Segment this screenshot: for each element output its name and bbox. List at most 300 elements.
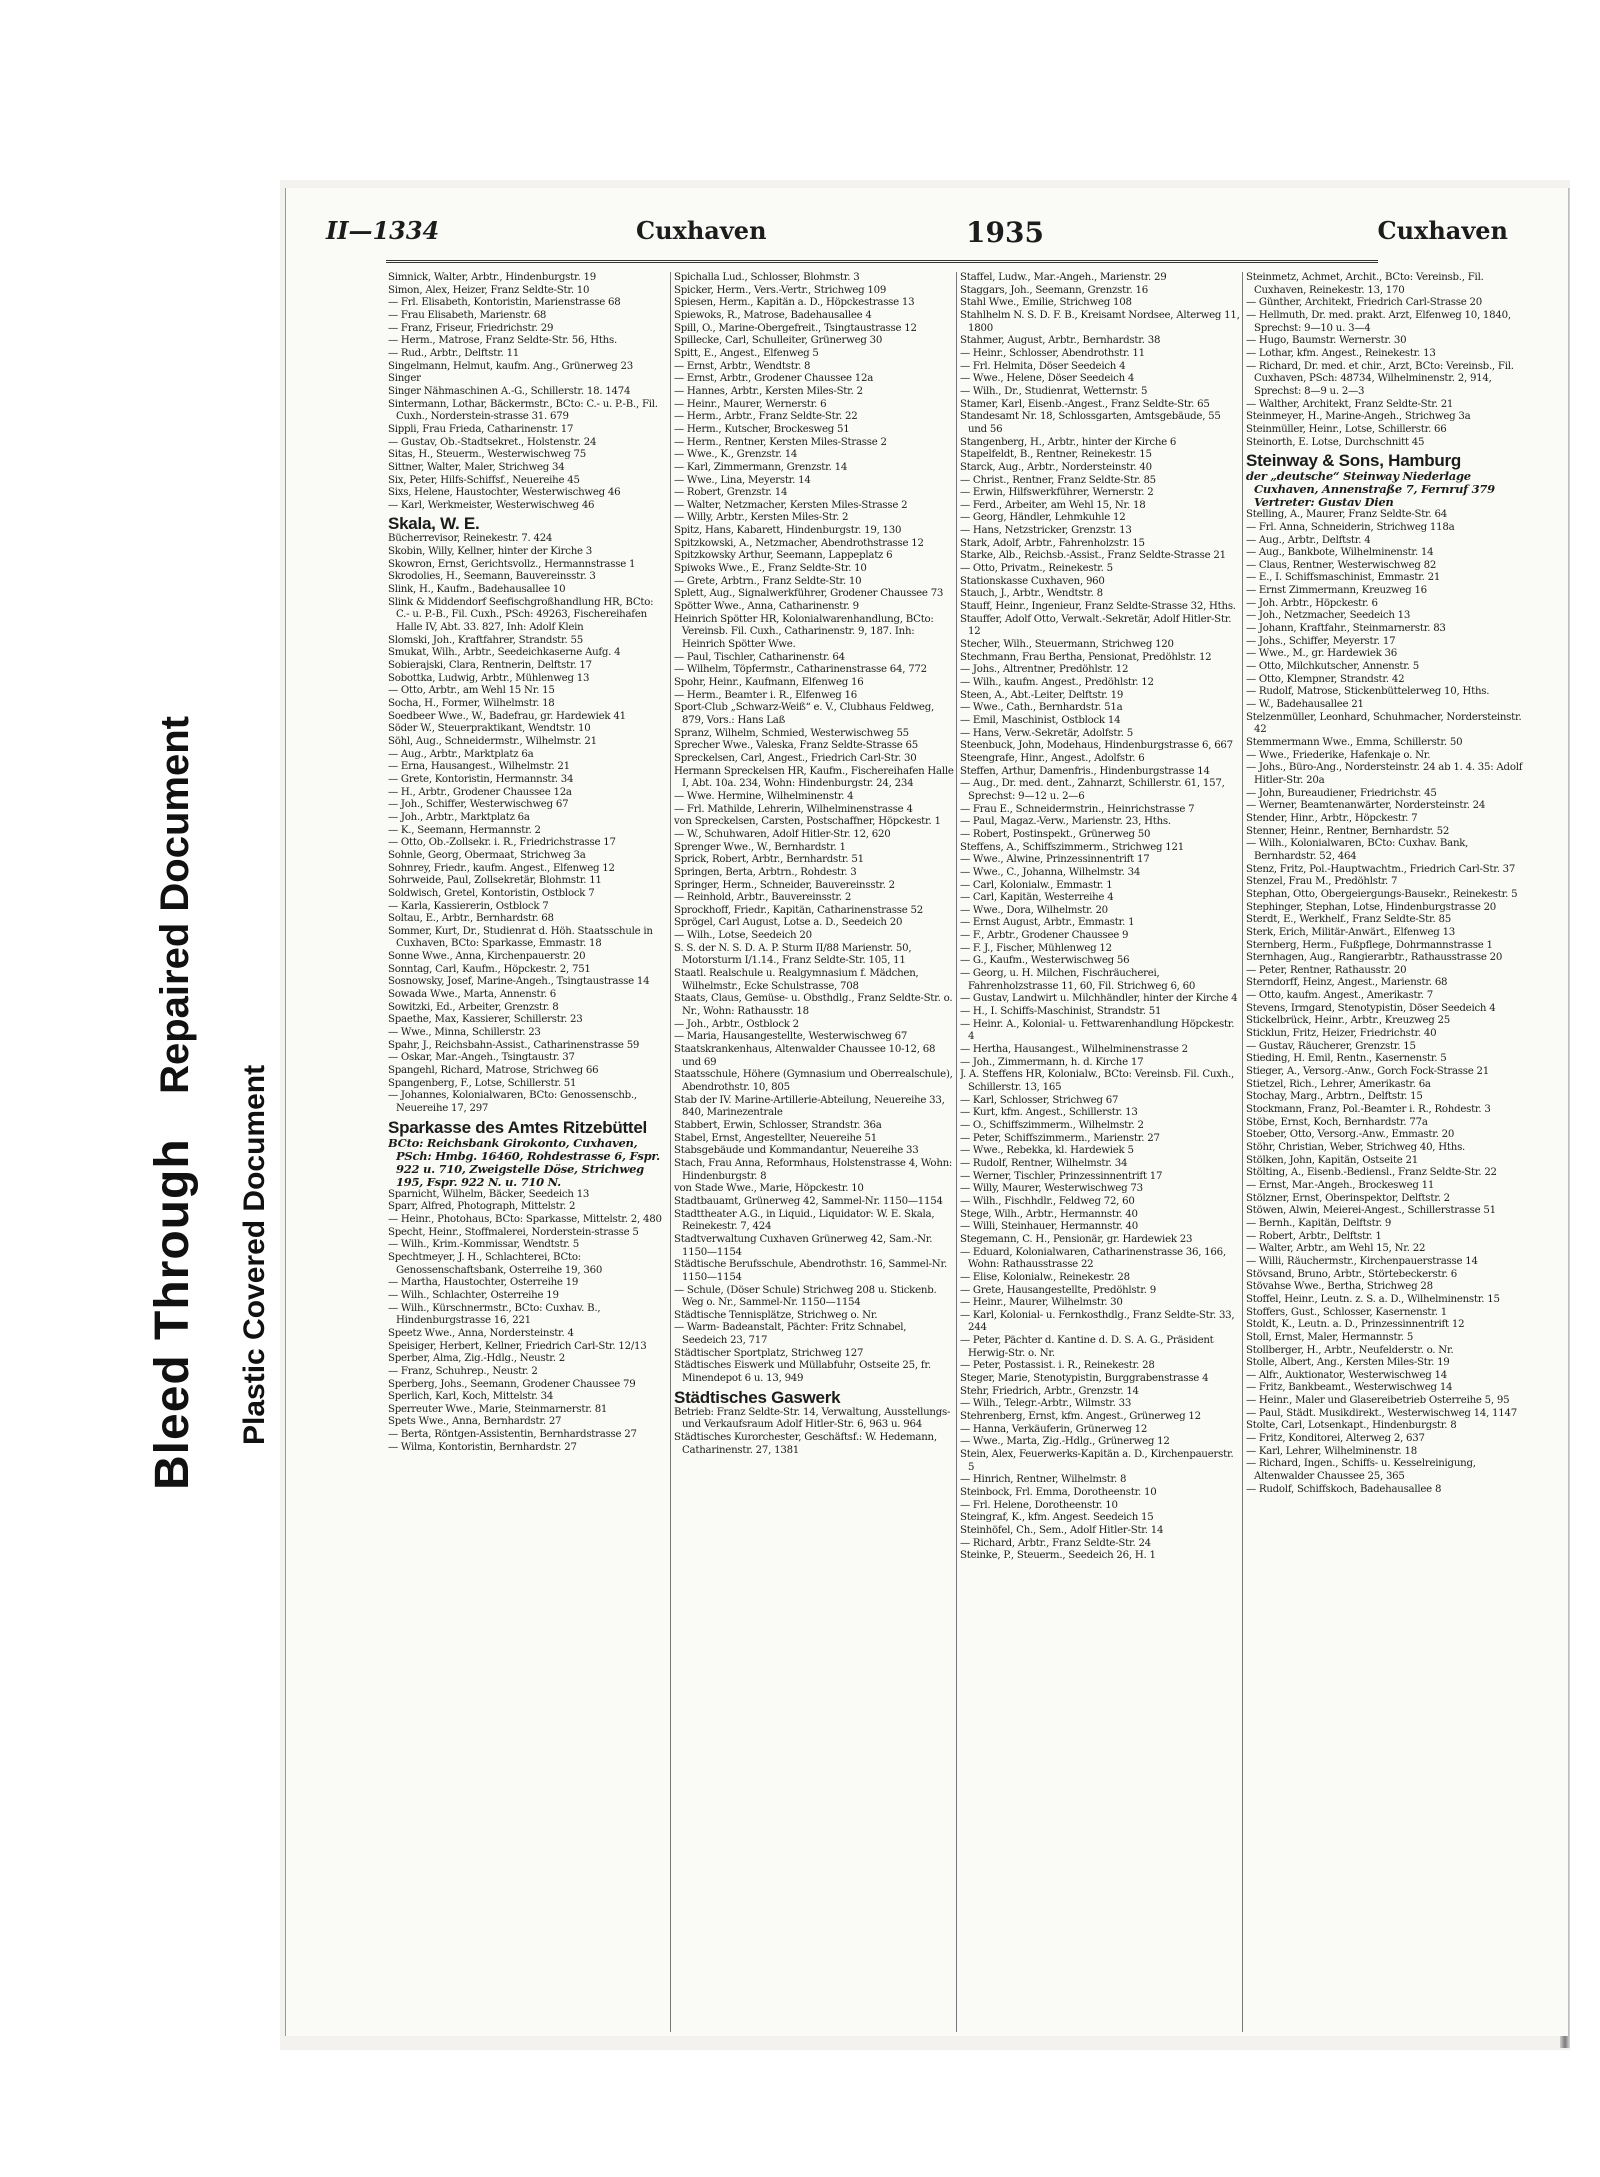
directory-entry: — Hertha, Hausangest., Wilhelminenstrasse 2 (960, 1044, 1188, 1056)
directory-entry: Stehr, Friedrich, Arbtr., Grenzstr. 14 (960, 1385, 1139, 1397)
directory-entry: Staatsschule, Höhere (Gymnasium und Oberrealschule), Abendrothstr. 10, 805 (674, 1069, 953, 1093)
directory-entry: — Hanna, Verkäuferin, Grünerweg 12 (960, 1423, 1148, 1435)
directory-entry: — Willy, Maurer, Westerwischweg 73 (960, 1183, 1143, 1195)
directory-entry: Steenbuck, John, Modehaus, Hindenburgstrasse 6, 667 (960, 740, 1233, 752)
directory-entry: Skowron, Ernst, Gerichtsvollz., Hermannstrasse 1 (388, 558, 636, 570)
directory-entry: Staats, Claus, Gemüse- u. Obsthdlg., Franz Seldte-Str. o. Nr., Wohn: Rathausstr. 18 (674, 993, 953, 1018)
directory-entry: Betrieb: Franz Seldte-Str. 14, Verwaltung, Ausstellungs- und Verkaufsraum Adolf Hitler-Str. 6, 963 u. 964 (674, 1406, 951, 1431)
directory-entry: Hermann Spreckelsen HR, Kaufm., Fischereihafen Halle I, Abt. 10a. 234, Wohn: Hindenburgstr. 24, 234 (674, 765, 954, 790)
directory-entry: Spitt, E., Angest., Elfenweg 5 (674, 347, 819, 359)
directory-entry: Sobierajski, Clara, Rentnerin, Delftstr. 17 (388, 660, 592, 672)
directory-entry: Stolle, Albert, Ang., Kersten Miles-Str. 19 (1246, 1357, 1450, 1369)
directory-entry: — Berta, Röntgen-Assistentin, Bernhardstrasse 27 (388, 1429, 637, 1441)
directory-entry: — Frau E., Schneidermstrin., Heinrichstrasse 7 (960, 803, 1195, 815)
directory-entry: Starke, Alb., Reichsb.-Assist., Franz Seldte-Strasse 21 (960, 550, 1226, 562)
header-city-right: Cuxhaven (1377, 216, 1508, 245)
directory-column-3 (960, 272, 1240, 2032)
directory-entry: Stockmann, Franz, Pol.-Beamter i. R., Rohdestr. 3 (1246, 1104, 1491, 1116)
directory-entry: — Franz, Friseur, Friedrichstr. 29 (388, 322, 554, 334)
directory-entry: Stegemann, C. H., Pensionär, gr. Hardewiek 23 (960, 1233, 1193, 1245)
directory-entry: — Rud., Arbtr., Delftstr. 11 (388, 347, 520, 359)
directory-entry: — Wwe., Cath., Bernhardstr. 51a (960, 702, 1123, 714)
directory-entry: — Martha, Haustochter, Osterreihe 19 (388, 1277, 579, 1289)
bleed-through-label: Bleed Through (146, 1138, 199, 1490)
directory-entry: Specht, Heinr., Stoffmalerei, Norderstein-strasse 5 (388, 1226, 639, 1238)
directory-entry: — Grete, Kontoristin, Hermannstr. 34 (388, 773, 574, 785)
directory-entry: Steinhöfel, Ch., Sem., Adolf Hitler-Str. 14 (960, 1524, 1164, 1536)
directory-entry: Stölzner, Ernst, Oberinspektor, Delftstr. 2 (1246, 1192, 1450, 1204)
directory-entry: Spiewoks, R., Matrose, Badehausallee 4 (674, 309, 872, 321)
directory-entry: Speisiger, Herbert, Kellner, Friedrich Carl-Str. 12/13 (388, 1340, 647, 1352)
directory-entry: Stephinger, Stephan, Lotse, Hindenburgstrasse 20 (1246, 901, 1497, 913)
directory-entry: Steffens, A., Schiffszimmerm., Strichweg 121 (960, 841, 1184, 853)
directory-entry: Springen, Berta, Arbtrn., Rohdestr. 3 (674, 866, 857, 878)
directory-entry: — Günther, Architekt, Friedrich Carl-Strasse 20 (1246, 297, 1482, 309)
directory-entry: — Willi, Räuchermstr., Kirchenpauerstrasse 14 (1246, 1255, 1478, 1267)
directory-entry: — Walter, Arbtr., am Wehl 15, Nr. 22 (1246, 1243, 1426, 1255)
directory-entry: Stöwen, Alwin, Meierei-Angest., Schillerstrasse 51 (1246, 1205, 1496, 1217)
directory-entry: Spangenberg, F., Lotse, Schillerstr. 51 (388, 1077, 577, 1089)
directory-entry: — Herm., Kutscher, Brockesweg 51 (674, 423, 850, 435)
directory-entry: — Otto, kaufm. Angest., Amerikastr. 7 (1246, 990, 1433, 1002)
directory-entry: Sport-Club „Schwarz-Weiß“ e. V., Clubhaus Feldweg, 879, Vors.: Hans Laß (674, 702, 934, 726)
directory-entry: Stahmer, August, Arbtr., Bernhardstr. 38 (960, 335, 1161, 347)
directory-entry: — Wilhelm, Töpfermstr., Catharinenstrasse 64, 772 (674, 664, 927, 676)
directory-entry: Stadttheater A.G., in Liquid., Liquidator: W. E. Skala, Reinekestr. 7, 424 (674, 1208, 935, 1233)
directory-entry: — Walter, Netzmacher, Kersten Miles-Strasse 2 (674, 499, 908, 511)
directory-entry: — Joh., Zimmermann, h. d. Kirche 17 (960, 1056, 1144, 1068)
directory-entry: — Wwe., Rebekka, kl. Hardewiek 5 (960, 1145, 1134, 1157)
directory-entry: — Ernst, Arbtr., Wendtstr. 8 (674, 360, 811, 372)
directory-entry: Steinmetz, Achmet, Archit., BCto: Vereinsb., Fil. Cuxhaven, Reinekestr. 13, 170 (1246, 272, 1484, 296)
directory-entry: — Richard, Ingen., Schiffs- u. Kesselreinigung, Altenwalder Chaussee 25, 365 (1246, 1458, 1476, 1483)
directory-entry: — Wwe., Friederike, Hafenkaje o. Nr. (1246, 749, 1431, 761)
directory-entry: Stephan, Otto, Obergeiergungs-Bausekr., Reinekestr. 5 (1246, 888, 1518, 900)
directory-entry: — Heinr., Maurer, Wilhelmstr. 30 (960, 1297, 1123, 1309)
directory-entry: — H., Arbtr., Grodener Chaussee 12a (388, 786, 572, 798)
directory-entry: — Karl, Schlosser, Strichweg 67 (960, 1094, 1119, 1106)
directory-entry: Stöhr, Christian, Weber, Strichweg 40, Hths. (1246, 1142, 1466, 1153)
directory-heading: Sparkasse des Amtes Ritzebüttel (388, 1117, 647, 1137)
directory-entry: Spangehl, Richard, Matrose, Strichweg 66 (388, 1065, 599, 1077)
directory-entry: — Wilh., Kürschnermstr., BCto: Cuxhav. B., Hindenburgstrasse 16, 221 (388, 1302, 601, 1327)
directory-entry: — Otto, Ob.-Zollsekr. i. R., Friedrichstrasse 17 (388, 837, 616, 849)
directory-entry: Skobin, Willy, Kellner, hinter der Kirche 3 (388, 546, 593, 558)
directory-entry: Sterk, Erich, Militär-Anwärt., Elfenweg 13 (1246, 926, 1456, 938)
directory-entry: — Lothar, kfm. Angest., Reinekestr. 13 (1246, 347, 1436, 359)
directory-entry: Stickelbrück, Heinr., Arbtr., Kreuzweg 25 (1246, 1015, 1450, 1027)
directory-heading: Städtisches Gaswerk (674, 1387, 841, 1407)
directory-entry: — Frl. Helmita, Döser Seedeich 4 (960, 360, 1126, 372)
directory-entry: Sperberg, Johs., Seemann, Grodener Chaussee 79 (388, 1378, 636, 1390)
directory-entry: Sterdt, E., Werkhelf., Franz Seldte-Str. 85 (1246, 914, 1451, 926)
directory-entry: Sprockhoff, Friedr., Kapitän, Catharinenstrasse 52 (674, 904, 923, 916)
directory-entry: — Paul, Magaz.-Verw., Marienstr. 23, Hths. (960, 816, 1171, 828)
directory-entry: Staatskrankenhaus, Altenwalder Chaussee 10-12, 68 und 69 (674, 1044, 936, 1068)
directory-page (285, 188, 1568, 2036)
directory-entry: — Peter, Rentner, Rathausstr. 20 (1246, 964, 1407, 976)
directory-entry: Steinmüller, Heinr., Lotse, Schillerstr. 66 (1246, 423, 1447, 435)
directory-entry: — Karl, Kolonial- u. Fernkosthdlg., Franz Seldte-Str. 33, 244 (960, 1309, 1235, 1334)
directory-entry: — Wilh., Krim.-Kommissar, Wendtstr. 5 (388, 1239, 580, 1251)
directory-entry: — Wilh., kaufm. Angest., Predöhlstr. 12 (960, 677, 1154, 688)
directory-entry: Städtischer Sportplatz, Strichweg 127 (674, 1347, 864, 1359)
directory-entry: Stahlhelm N. S. D. F. B., Kreisamt Nordsee, Alterweg 11, 1800 (960, 309, 1240, 334)
directory-heading: Steinway & Sons, Hamburg (1246, 451, 1462, 471)
directory-entry: — Joh., Arbtr., Ostblock 2 (674, 1018, 799, 1030)
directory-entry: — Aug., Bankbote, Wilhelminenstr. 14 (1246, 547, 1434, 559)
directory-entry: Steinbock, Frl. Emma, Dorotheenstr. 10 (960, 1487, 1157, 1498)
directory-entry: Spitzkowski, A., Netzmacher, Abendrothstrasse 12 (674, 537, 924, 549)
directory-entry: Slomski, Joh., Kraftfahrer, Strandstr. 55 (388, 634, 583, 646)
directory-entry: — Frl. Anna, Schneiderin, Strichweg 118a (1246, 521, 1455, 533)
directory-entry: — Wwe., Marta, Zig.-Hdlg., Grünerweg 12 (960, 1436, 1170, 1448)
directory-entry: Spitzkowsky Arthur, Seemann, Lappeplatz 6 (674, 550, 893, 562)
directory-entry: — Paul, Städt. Musikdirekt., Westerwischweg 14, 1147 (1246, 1407, 1517, 1419)
directory-entry: Stationskasse Cuxhaven, 960 (960, 575, 1105, 587)
plastic-covered-label: Plastic Covered Document (238, 1064, 271, 1445)
directory-entry: — Ernst, Arbtr., Grodener Chaussee 12a (674, 373, 874, 385)
directory-entry: Stabsgebäude und Kommandantur, Neuereihe 33 (674, 1145, 919, 1157)
directory-entry: — Grete, Arbtrn., Franz Seldte-Str. 10 (674, 575, 862, 587)
directory-entry: — Karla, Kassiererin, Ostblock 7 (388, 900, 549, 912)
directory-entry: Städtisches Kurorchester, Geschäftsf.: W. Hedemann, Catharinenstr. 27, 1381 (674, 1432, 937, 1456)
directory-entry: Stabel, Ernst, Angestellter, Neuereihe 51 (674, 1132, 878, 1144)
directory-entry: Sobottka, Ludwig, Arbtr., Mühlenweg 13 (388, 672, 590, 684)
directory-entry: — Wilh., Fischhdlr., Feldweg 72, 60 (960, 1195, 1135, 1207)
directory-entry: — Frl. Helene, Dorotheenstr. 10 (960, 1499, 1118, 1511)
directory-entry: — Christ., Rentner, Franz Seldte-Str. 85 (960, 474, 1156, 486)
directory-entry: — Heinr., Photohaus, BCto: Sparkasse, Mittelstr. 2, 480 (388, 1213, 662, 1225)
directory-entry: — Johs., Altrentner, Predöhlstr. 12 (960, 664, 1129, 676)
directory-entry: — Wilh., Lotse, Seedeich 20 (674, 930, 812, 942)
directory-entry: — Wilh., Telegr.-Arbtr., Wilmstr. 33 (960, 1398, 1132, 1410)
column-divider (670, 272, 671, 2032)
directory-entry: — Aug., Arbtr., Marktplatz 6a (388, 748, 534, 760)
directory-entry: Stochay, Marg., Arbtrn., Delftstr. 15 (1246, 1091, 1423, 1103)
directory-entry: — Wwe., Helene, Döser Seedeich 4 (960, 373, 1135, 385)
directory-entry: BCto: Reichsbank Girokonto, Cuxhaven, PSch: Hmbg. 16460, Rohdestrasse 6, Fspr. 922 u. 710, Zweigstelle Döse, Strichweg 195, Fspr. 922 N. u. 710 N. (388, 1135, 660, 1189)
directory-heading: Skala, W. E. (388, 514, 480, 534)
directory-entry: Sonntag, Carl, Kaufm., Höpckestr. 2, 751 (388, 963, 591, 975)
directory-entry: — Karl, Werkmeister, Westerwischweg 46 (388, 499, 595, 511)
directory-entry: Stövsand, Bruno, Arbtr., Störtebeckerstr. 6 (1246, 1268, 1458, 1280)
directory-entry: — Ferd., Arbeiter, am Wehl 15, Nr. 18 (960, 499, 1146, 511)
directory-entry: — Heinr., Maler und Glasereibetrieb Osterreihe 5, 95 (1246, 1395, 1510, 1407)
directory-entry: — W., Badehausallee 21 (1246, 699, 1364, 711)
directory-entry: Steinorth, E. Lotse, Durchschnitt 45 (1246, 436, 1425, 448)
directory-entry: — Maria, Hausangestellte, Westerwischweg 67 (674, 1031, 908, 1043)
directory-entry: — Erna, Hausangest., Wilhelmstr. 21 (388, 761, 570, 773)
header-rule (386, 260, 1378, 263)
directory-entry: Stein, Alex, Feuerwerks-Kapitän a. D., Kirchenpauerstr. 5 (960, 1449, 1234, 1473)
directory-entry: — Peter, Postassist. i. R., Reinekestr. 28 (960, 1360, 1155, 1372)
directory-entry: Spaethe, Max, Kassierer, Schillerstr. 23 (388, 1014, 583, 1026)
directory-entry: Stelzenmüller, Leonhard, Schuhmacher, Nordersteinstr. 42 (1246, 711, 1522, 736)
directory-entry: — Heinr. A., Kolonial- u. Fettwarenhandlung Höpckestr. 4 (960, 1018, 1235, 1043)
directory-entry: Stoeber, Otto, Versorg.-Anw., Emmastr. 20 (1246, 1129, 1455, 1141)
directory-entry: Steengrafe, Hinr., Angest., Adolfstr. 6 (960, 752, 1145, 764)
directory-entry: — Gustav, Landwirt u. Milchhändler, hinter der Kirche 4 (960, 993, 1238, 1005)
directory-entry: Stenz, Fritz, Pol.-Hauptwachtm., Friedrich Carl-Str. 37 (1246, 863, 1516, 875)
directory-entry: Sterndorff, Heinz, Angest., Marienstr. 68 (1246, 977, 1448, 989)
directory-entry: S. S. der N. S. D. A. P. Sturm II/88 Marienstr. 50, Motorsturm I/1.14., Franz Seldte-Str. 105, 11 (674, 942, 912, 967)
directory-entry: Spahr, J., Reichsbahn-Assist., Catharinenstrasse 59 (388, 1039, 640, 1051)
directory-entry: Sittner, Walter, Maler, Strichweg 34 (388, 461, 565, 473)
directory-entry: Steinmeyer, H., Marine-Angeh., Strichweg 3a (1246, 411, 1471, 423)
directory-entry: Starck, Aug., Arbtr., Nordersteinstr. 40 (960, 461, 1152, 473)
directory-entry: Steinke, P., Steuerm., Seedeich 26, H. 1 (960, 1550, 1156, 1562)
directory-entry: — Gustav, Räucherer, Grenzstr. 15 (1246, 1040, 1416, 1052)
directory-entry: Stadtbauamt, Grünerweg 42, Sammel-Nr. 1150—1154 (674, 1195, 943, 1207)
directory-entry: Stieger, A., Versorg.-Anw., Gorch Fock-Strasse 21 (1246, 1066, 1489, 1078)
directory-entry: Spitz, Hans, Kabarett, Hindenburgstr. 19, 130 (674, 525, 902, 537)
directory-entry: — Fritz, Konditorei, Alterweg 2, 637 (1246, 1433, 1425, 1445)
directory-entry: — Carl, Kapitän, Westerreihe 4 (960, 892, 1114, 904)
directory-entry: von Stade Wwe., Marie, Höpckestr. 10 (674, 1183, 864, 1195)
directory-entry: Stoldt, K., Leutn. a. D., Prinzessinnentrift 12 (1246, 1319, 1465, 1331)
directory-entry: — Otto, Privatm., Reinekestr. 5 (960, 563, 1113, 575)
directory-entry: Spiesen, Herm., Kapitän a. D., Höpckestrasse 13 (674, 297, 915, 309)
directory-entry: Sommer, Kurt, Dr., Studienrat d. Höh. Staatsschule in Cuxhaven, BCto: Sparkasse, Emmastr. 18 (388, 925, 653, 950)
directory-entry: Spranz, Wilhelm, Schmied, Westerwischweg 55 (674, 727, 909, 739)
directory-entry: — Robert, Arbtr., Delftstr. 1 (1246, 1230, 1382, 1242)
directory-entry: Simnick, Walter, Arbtr., Hindenburgstr. 19 (388, 272, 596, 283)
directory-entry: Sparr, Alfred, Photograph, Mittelstr. 2 (388, 1201, 576, 1213)
directory-entry: — Carl, Kolonialw., Emmastr. 1 (960, 879, 1113, 891)
directory-entry: — Peter, Schiffszimmerm., Marienstr. 27 (960, 1132, 1160, 1144)
directory-entry: — Johs., Büro-Ang., Nordersteinstr. 24 ab 1. 4. 35: Adolf Hitler-Str. 20a (1246, 762, 1523, 786)
directory-entry: — Herm., Arbtr., Franz Seldte-Str. 22 (674, 411, 858, 423)
directory-entry: Singelmann, Helmut, kaufm. Ang., Grünerweg 23 (388, 360, 634, 372)
directory-entry: — Bernh., Kapitän, Delftstr. 9 (1246, 1217, 1392, 1229)
directory-entry: Steger, Marie, Stenotypistin, Burggrabenstrasse 4 (960, 1373, 1209, 1385)
directory-entry: Stege, Wilh., Arbtr., Hermannstr. 40 (960, 1208, 1138, 1220)
directory-entry: Staggars, Joh., Seemann, Grenzstr. 16 (960, 284, 1148, 296)
directory-entry: Sperlich, Karl, Koch, Mittelstr. 34 (388, 1391, 554, 1403)
directory-entry: — Paul, Tischler, Catharinenstr. 64 (674, 651, 845, 663)
directory-entry: — Frau Elisabeth, Marienstr. 68 (388, 309, 547, 321)
directory-entry: — Wwe., C., Johanna, Wilhelmstr. 34 (960, 866, 1141, 878)
column-divider (1242, 272, 1243, 2032)
directory-entry: Socha, H., Former, Wilhelmstr. 18 (388, 698, 555, 709)
directory-entry: Stangenberg, H., Arbtr., hinter der Kirche 6 (960, 436, 1177, 448)
directory-entry: Sprecher Wwe., Valeska, Franz Seldte-Strasse 65 (674, 740, 918, 752)
directory-entry: Stender, Hinr., Arbtr., Höpckestr. 7 (1246, 812, 1418, 824)
directory-entry: — Eduard, Kolonialwaren, Catharinenstrasse 36, 166, Wohn: Rathausstrasse 22 (960, 1246, 1226, 1271)
directory-entry: Spohr, Heinr., Kaufmann, Elfenweg 16 (674, 677, 864, 688)
directory-entry: Steen, A., Abt.-Leiter, Delftstr. 19 (960, 689, 1124, 701)
directory-entry: — Rudolf, Schiffskoch, Badehausallee 8 (1246, 1483, 1442, 1495)
directory-entry: Spötter Wwe., Anna, Catharinenstr. 9 (674, 601, 859, 613)
directory-entry: Stenzel, Frau M., Predöhlstr. 7 (1246, 876, 1398, 888)
directory-entry: — Wilh., Dr., Studienrat, Wetternstr. 5 (960, 385, 1148, 397)
directory-entry: — Werner, Beamtenanwärter, Nordersteinstr. 24 (1246, 800, 1486, 812)
directory-entry: — Wwe. Hermine, Wilhelminenstr. 4 (674, 790, 854, 802)
header-city-left: Cuxhaven (636, 216, 767, 245)
directory-column-1 (388, 272, 668, 2032)
directory-entry: — Hans, Netzstricker, Grenzstr. 13 (960, 525, 1132, 537)
directory-entry: Stauff, Heinr., Ingenieur, Franz Seldte-Strasse 32, Hths. (960, 601, 1236, 613)
directory-entry: Stöbe, Ernst, Koch, Bernhardstr. 77a (1246, 1116, 1428, 1128)
directory-entry: Stechmann, Frau Bertha, Pensionat, Predöhlstr. 12 (960, 651, 1212, 663)
directory-entry: Smukat, Wilh., Arbtr., Seedeichkaserne Aufg. 4 (388, 647, 621, 659)
directory-entry: Spets Wwe., Anna, Bernhardstr. 27 (388, 1416, 562, 1428)
directory-entry: Singer (388, 373, 421, 385)
directory-entry: — E., I. Schiffsmaschinist, Emmastr. 21 (1246, 572, 1441, 584)
directory-entry: Söder W., Steuerpraktikant, Wendtstr. 10 (388, 723, 591, 735)
directory-entry: — Johs., Schiffer, Meyerstr. 17 (1246, 635, 1396, 647)
directory-entry: — Emil, Maschinist, Ostblock 14 (960, 714, 1121, 726)
directory-entry: — Willi, Steinhauer, Hermannstr. 40 (960, 1221, 1138, 1233)
directory-entry: Singer Nähmaschinen A.-G., Schillerstr. 18. 1474 (388, 385, 631, 397)
directory-entry: — Johannes, Kolonialwaren, BCto: Genossenschb., Neuereihe 17, 297 (388, 1090, 637, 1114)
directory-entry: — Ernst, Mar.-Angeh., Brockesweg 11 (1246, 1179, 1435, 1191)
directory-entry: Stab der IV. Marine-Artillerie-Abteilung, Neuereihe 33, 840, Marinezentrale (674, 1094, 945, 1119)
directory-entry: Stolte, Carl, Lotsenkapt., Hindenburgstr. 8 (1246, 1420, 1457, 1432)
directory-entry: — Wwe., M., gr. Hardewiek 36 (1246, 648, 1398, 660)
directory-entry: Standesamt Nr. 18, Schlossgarten, Amtsgebäude, 55 und 56 (960, 411, 1221, 435)
directory-entry: Sowada Wwe., Marta, Annenstr. 6 (388, 989, 557, 1001)
directory-entry: Sixs, Helene, Haustochter, Westerwischweg 46 (388, 487, 621, 499)
directory-entry: — Aug., Dr. med. dent., Zahnarzt, Schillerstr. 61, 157, Sprechst: 9—12 u. 2—6 (960, 778, 1225, 802)
directory-entry: Splett, Aug., Signalwerkführer, Grodener Chaussee 73 (674, 588, 944, 600)
directory-entry: Stollberger, H., Arbtr., Neufelderstr. o. Nr. (1246, 1344, 1454, 1356)
directory-entry: Spicker, Herm., Vers.-Vertr., Strichweg 109 (674, 284, 887, 296)
directory-entry: — Willy, Arbtr., Kersten Miles-Str. 2 (674, 512, 849, 524)
directory-entry: Städtische Berufsschule, Abendrothstr. 16, Sammel-Nr. 1150—1154 (674, 1259, 947, 1283)
directory-entry: Sowitzki, Ed., Arbeiter, Grenzstr. 8 (388, 1001, 559, 1013)
directory-entry: Sticklun, Fritz, Heizer, Friedrichstr. 40 (1246, 1028, 1437, 1040)
directory-entry: — Joh., Arbtr., Marktplatz 6a (388, 811, 530, 823)
directory-entry: — Georg, u. H. Milchen, Fischräucherei, Fahrenholzstrasse 11, 60, Fil. Strichweg 6, 60 (960, 968, 1196, 992)
directory-entry: Spillecke, Carl, Schulleiter, Grünerweg 30 (674, 335, 883, 347)
directory-entry: Stamer, Karl, Eisenb.-Angest., Franz Seldte-Str. 65 (960, 398, 1210, 410)
directory-entry: — Karl, Lehrer, Wilhelminenstr. 18 (1246, 1445, 1417, 1457)
directory-entry: Stietzel, Rich., Lehrer, Amerikastr. 6a (1246, 1078, 1431, 1090)
directory-entry: Skrodolies, H., Seemann, Bauvereinsstr. 3 (388, 571, 596, 583)
directory-entry: — Herm., Rentner, Kersten Miles-Strasse 2 (674, 436, 887, 448)
directory-entry: — Ernst August, Arbtr., Emmastr. 1 (960, 917, 1135, 929)
directory-entry: — Hinrich, Rentner, Wilhelmstr. 8 (960, 1474, 1127, 1486)
directory-entry: — K., Seemann, Hermannstr. 2 (388, 824, 541, 836)
header-year: 1935 (966, 216, 1044, 249)
page-number: II—1334 (326, 216, 440, 245)
directory-entry: Bücherrevisor, Reinekestr. 7. 424 (388, 533, 553, 545)
directory-entry: Sippli, Frau Frieda, Catharinenstr. 17 (388, 423, 574, 435)
directory-entry: — Karl, Zimmermann, Grenzstr. 14 (674, 461, 848, 473)
directory-entry: — Peter, Pächter d. Kantine d. D. S. A. G., Präsident Herwig-Str. o. Nr. (960, 1335, 1214, 1359)
directory-entry: — Heinr., Schlosser, Abendrothstr. 11 (960, 347, 1145, 359)
directory-entry: — Wwe., Alwine, Prinzessinnentrift 17 (960, 854, 1150, 866)
directory-entry: — Johann, Kraftfahr., Steinmarnerstr. 83 (1246, 623, 1446, 635)
directory-entry: Stevens, Irmgard, Stenotypistin, Döser Seedeich 4 (1246, 1002, 1496, 1014)
directory-entry: Spiwoks Wwe., E., Franz Seldte-Str. 10 (674, 563, 867, 575)
directory-entry: Sprick, Robert, Arbtr., Bernhardstr. 51 (674, 854, 864, 866)
directory-entry: — Warm- Badeanstalt, Pächter: Fritz Schnabel, Seedeich 23, 717 (674, 1322, 907, 1347)
directory-entry: — Fritz, Bankbeamt., Westerwischweg 14 (1246, 1382, 1453, 1394)
directory-entry: Spichalla Lud., Schlosser, Blohmstr. 3 (674, 272, 860, 283)
directory-entry: Städtische Tennisplätze, Strichweg o. Nr. (674, 1309, 878, 1321)
directory-entry: — Hannes, Arbtr., Kersten Miles-Str. 2 (674, 385, 863, 397)
directory-entry: Six, Peter, Hilfs-Schiffsf., Neuereihe 45 (388, 474, 580, 486)
directory-entry: Springer, Herm., Schneider, Bauvereinsstr. 2 (674, 879, 895, 891)
directory-entry: Stoffel, Heinr., Leutn. z. S. a. D., Wilhelminenstr. 15 (1246, 1293, 1500, 1305)
directory-entry: Stehrenberg, Ernst, kfm. Angest., Grünerweg 12 (960, 1411, 1201, 1423)
directory-entry: — Rudolf, Matrose, Stickenbüttelerweg 10, Hths. (1246, 686, 1490, 698)
directory-entry: — Wwe., K., Grenzstr. 14 (674, 449, 798, 461)
directory-entry: — Herm., Beamter i. R., Elfenweg 16 (674, 689, 857, 701)
directory-entry: Speetz Wwe., Anna, Nordersteinstr. 4 (388, 1327, 574, 1339)
directory-entry: — Joh., Netzmacher, Seedeich 13 (1246, 610, 1411, 622)
directory-entry: — Walther, Architekt, Franz Seldte-Str. 21 (1246, 398, 1454, 410)
directory-entry: Sintermann, Lothar, Bäckermstr., BCto: C.- u. P.-B., Fil. Cuxh., Norderstein-strasse 31. 679 (388, 398, 658, 423)
directory-entry: — Gustav, Ob.-Stadtsekret., Holstenstr. 24 (388, 436, 597, 448)
directory-entry: — Frl. Elisabeth, Kontoristin, Marienstrasse 68 (388, 297, 621, 309)
directory-entry: — Ernst Zimmermann, Kreuzweg 16 (1246, 585, 1427, 597)
directory-entry: — Otto, Arbtr., am Wehl 15 Nr. 15 (388, 685, 555, 697)
directory-entry: — W., Schuhwaren, Adolf Hitler-Str. 12, 620 (674, 828, 891, 840)
directory-entry: — Rudolf, Rentner, Wilhelmstr. 34 (960, 1157, 1128, 1169)
directory-entry: Sperber, Alma, Zig.-Hdlg., Neustr. 2 (388, 1353, 565, 1365)
directory-entry: Stelling, A., Maurer, Franz Seldte-Str. 64 (1246, 509, 1447, 521)
directory-entry: — Richard, Dr. med. et chir., Arzt, BCto: Vereinsb., Fil. Cuxhaven, PSch: 48734, Wilhelminenstr. 2, 914, Sprechst: 8—9 u. 2—3 (1246, 360, 1514, 397)
directory-entry: Stölken, John, Kapitän, Ostseite 21 (1246, 1154, 1418, 1166)
directory-entry: J. A. Steffens HR, Kolonialw., BCto: Vereinsb. Fil. Cuxh., Schillerstr. 13, 165 (960, 1069, 1235, 1093)
directory-entry: Sperreuter Wwe., Marie, Steinmarnerstr. 81 (388, 1403, 608, 1415)
directory-entry: Simon, Alex, Heizer, Franz Seldte-Str. 10 (388, 284, 590, 296)
directory-entry: Stach, Frau Anna, Reformhaus, Holstenstrasse 4, Wohn: Hindenburgstr. 8 (674, 1157, 953, 1182)
column-divider (956, 272, 957, 2032)
directory-entry: Sparnicht, Wilhelm, Bäcker, Seedeich 13 (388, 1188, 590, 1200)
directory-entry: Staatl. Realschule u. Realgymnasium f. Mädchen, Wilhelmstr., Ecke Schulstrasse, 708 (674, 968, 919, 992)
directory-entry: Soltau, E., Arbtr., Bernhardstr. 68 (388, 913, 554, 925)
directory-entry: Sternhagen, Aug., Rangierarbtr., Rathausstrasse 20 (1246, 952, 1503, 964)
directory-entry: Stauffer, Adolf Otto, Verwalt.-Sekretär, Adolf Hitler-Str. 12 (960, 613, 1232, 638)
directory-entry: — Otto, Milchkutscher, Annenstr. 5 (1246, 661, 1419, 673)
directory-entry: der „deutsche“ Steinway Niederlage Cuxhaven, Annenstraße 7, Fernruf 379 Vertreter: Gustav Dien (1246, 469, 1495, 510)
directory-entry: — Claus, Rentner, Westerwischweg 82 (1246, 559, 1437, 571)
directory-entry: Soldwisch, Gretel, Kontoristin, Ostblock 7 (388, 887, 595, 899)
directory-entry: Stövahse Wwe., Bertha, Strichweg 28 (1246, 1281, 1433, 1293)
directory-entry: — F. J., Fischer, Mühlenweg 12 (960, 942, 1112, 954)
directory-entry: — Kurt, kfm. Angest., Schillerstr. 13 (960, 1107, 1138, 1119)
directory-entry: Stieding, H. Emil, Rentn., Kasernenstr. 5 (1246, 1053, 1447, 1065)
side-label-condition (145, 716, 200, 1490)
directory-entry: Sohrweide, Paul, Zollsekretär, Blohmstr. 11 (388, 875, 602, 887)
directory-entry: — Hugo, Baumstr. Wernerstr. 30 (1246, 335, 1407, 347)
directory-entry: — John, Bureaudiener, Friedrichstr. 45 (1246, 787, 1437, 799)
directory-entry: — Joh. Arbtr., Höpckestr. 6 (1246, 597, 1378, 609)
directory-entry: — Aug., Arbtr., Delftstr. 4 (1246, 534, 1371, 546)
directory-entry: Stemmermann Wwe., Emma, Schillerstr. 50 (1246, 737, 1463, 748)
directory-entry: — Frl. Mathilde, Lehrerin, Wilhelminenstrasse 4 (674, 803, 913, 815)
directory-entry: — H., I. Schiffs-Maschinist, Strandstr. 51 (960, 1006, 1162, 1018)
repaired-document-label: Repaired Document (153, 716, 197, 1094)
directory-entry: Stahl Wwe., Emilie, Strichweg 108 (960, 297, 1132, 309)
directory-entry: Sohnle, Georg, Obermaat, Strichweg 3a (388, 849, 586, 861)
directory-entry: — Georg, Händler, Lehmkuhle 12 (960, 512, 1126, 524)
directory-entry: Sprenger Wwe., W., Bernhardstr. 1 (674, 841, 846, 853)
directory-entry: Steffen, Arthur, Damenfris., Hindenburgstrasse 14 (960, 765, 1210, 777)
directory-entry: Slink & Middendorf Seefischgroßhandlung HR, BCto: C.- u. P.-B., Fil. Cuxh., PSch: 49263, Fischereihafen Halle IV, Abt. 33. 827, Inh: Adolf Klein (388, 596, 654, 634)
directory-entry: — Robert, Grenzstr. 14 (674, 487, 788, 499)
directory-entry: Stapelfeldt, B., Rentner, Reinekestr. 15 (960, 449, 1152, 461)
directory-entry: — Richard, Arbtr., Franz Seldte-Str. 24 (960, 1537, 1151, 1549)
directory-entry: — Oskar, Mar.-Angeh., Tsingtaustr. 37 (388, 1052, 575, 1064)
directory-entry: — Otto, Klempner, Strandstr. 42 (1246, 673, 1405, 685)
directory-entry: von Spreckelsen, Carsten, Postschaffner, Höpckestr. 1 (674, 816, 941, 828)
